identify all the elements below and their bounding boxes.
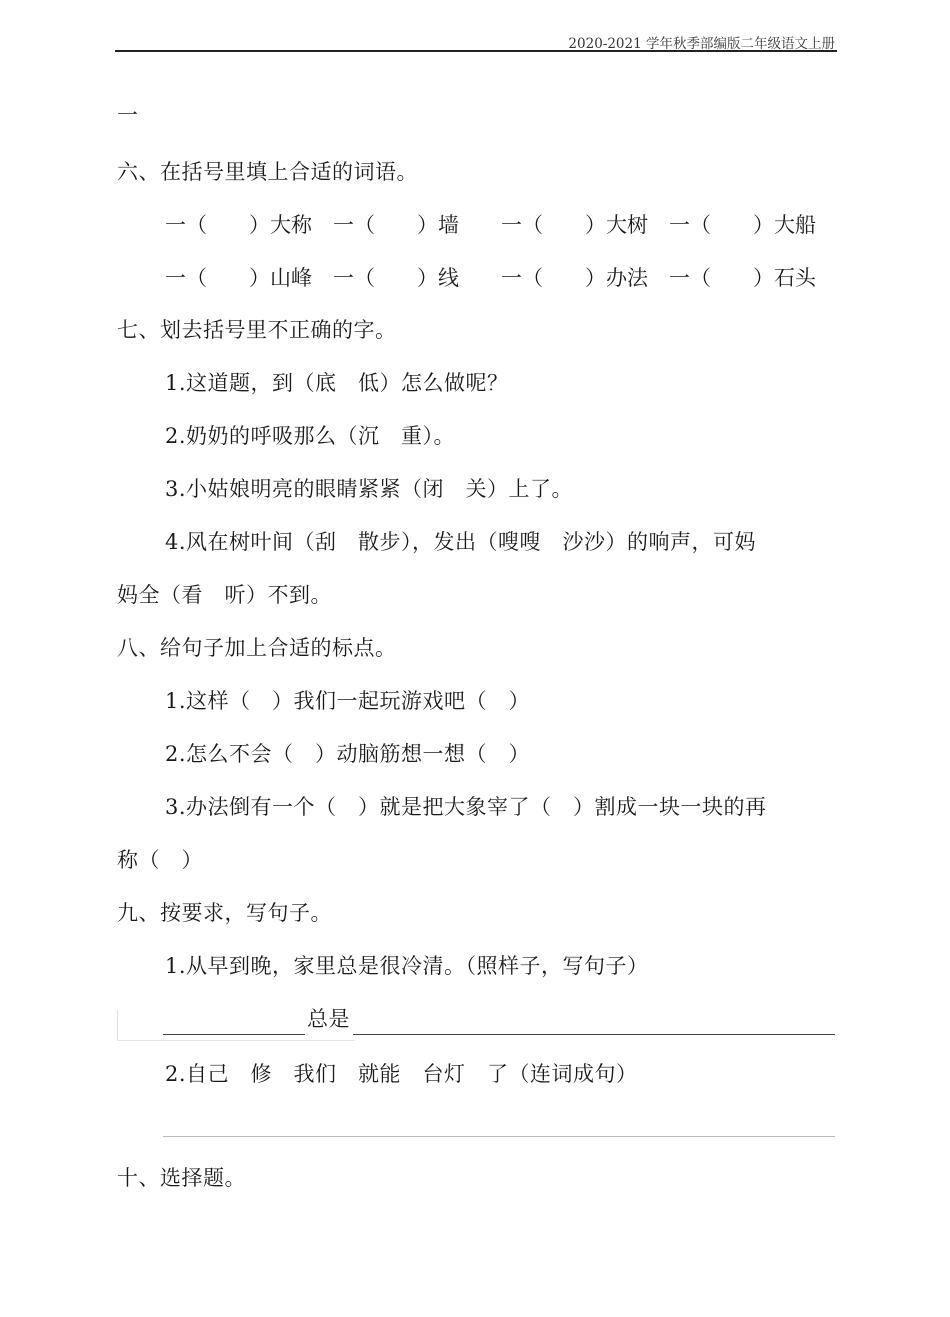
section-6-title: 六、在括号里填上合适的词语。 (117, 160, 418, 184)
section-7-title: 七、划去括号里不正确的字。 (117, 318, 397, 342)
section-9-title: 九、按要求，写句子。 (117, 901, 332, 925)
fill-item: 一（ ）线 (333, 266, 459, 290)
section-9-question-2: 2.自己 修 我们 就能 台灯 了（连词成句） (165, 1062, 638, 1086)
section-6-row-1 (165, 210, 837, 240)
fill-item: 一（ ）办法 (501, 266, 648, 290)
section-8-question-3-line-1: 3.办法倒有一个（ ）就是把大象宰了（ ）割成一块一块的再 (165, 795, 767, 819)
fill-item: 一（ ）石头 (669, 266, 816, 290)
section-7-question-4-line-1: 4.风在树叶间（刮 散步），发出（嗖嗖 沙沙）的响声，可妈 (165, 530, 757, 554)
section-7-question-2: 2.奶奶的呼吸那么（沉 重）。 (165, 424, 456, 448)
answer-box-bottom-edge (117, 1040, 355, 1041)
section-10-title: 十、选择题。 (117, 1166, 246, 1190)
section-9-question-1: 1.从早到晚，家里总是很冷清。（照样子，写句子） (165, 954, 649, 978)
section-7-question-4-line-2: 妈全（看 听）不到。 (117, 583, 332, 607)
fill-item: 一（ ）山峰 (165, 266, 312, 290)
fill-item: 一（ ）大船 (669, 213, 816, 237)
page-header (115, 28, 837, 52)
section-6-row-2 (165, 263, 837, 293)
dash-line: 一 (117, 103, 139, 127)
section-8-question-3-line-2: 称（ ） (117, 848, 203, 872)
answer-line[interactable] (163, 1136, 835, 1137)
answer-blank-after[interactable] (353, 1034, 835, 1035)
prompt-word: 总是 (307, 1007, 350, 1031)
section-8-question-2: 2.怎么不会（ ）动脑筋想一想（ ） (165, 742, 531, 766)
section-7-question-1: 1.这道题，到（底 低）怎么做呢？ (165, 371, 509, 395)
section-8-title: 八、给句子加上合适的标点。 (117, 636, 397, 660)
answer-blank-before[interactable] (163, 1034, 305, 1035)
answer-box-left-edge (117, 1010, 118, 1040)
section-7-question-3: 3.小姑娘明亮的眼睛紧紧（闭 关）上了。 (165, 477, 574, 501)
fill-item: 一（ ）大树 (501, 213, 648, 237)
fill-item: 一（ ）墙 (333, 213, 459, 237)
section-8-question-1: 1.这样（ ）我们一起玩游戏吧（ ） (165, 689, 531, 713)
header-title: 2020-2021 学年秋季部编版二年级语文上册 (568, 36, 835, 52)
fill-item: 一（ ）大称 (165, 213, 312, 237)
